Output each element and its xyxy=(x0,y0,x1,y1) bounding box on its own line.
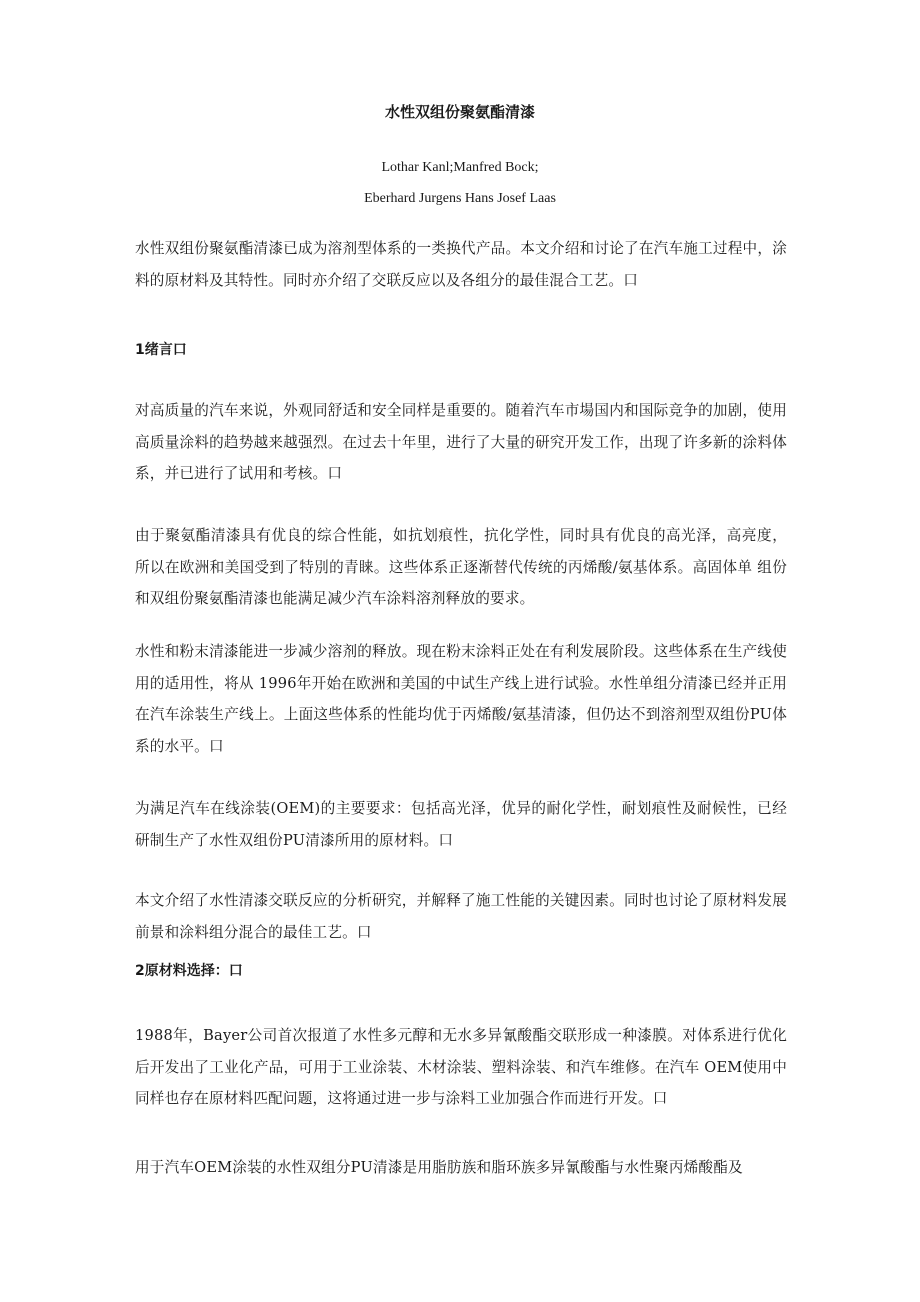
paragraph-1: 对高质量的汽车来说，外观同舒适和安全同样是重要的。随着汽车市場国内和国际竞争的加剧，使用高质量涂料的趋势越来越强烈。在过去十年里，进行了大量的研究开发工作，出现了许多新的涂料体系，并已进行了试用和考核。口 xyxy=(135,402,787,482)
paragraph-7: 用于汽车OEM涂装的水性双组分PU清漆是用脂肪族和脂环族多异氰酸酯与水性聚丙烯酸酯及 xyxy=(135,1159,743,1176)
authors-line-1: Lothar Kanl;Manfred Bock; xyxy=(381,160,539,175)
document-title: 水性双组份聚氨酯清漆 xyxy=(384,103,535,121)
section-1-heading: 1绪言口 xyxy=(135,342,187,358)
paragraph-3: 水性和粉末清漆能进一步减少溶剂的释放。现在粉末涂料正处在有利发展阶段。这些体系在生产线使用的适用性，将从 1996年开始在欧洲和美国的中试生产线上进行试验。水性单组分清漆已经并正用在汽车涂装生产线上。上面这些体系的性能均优于丙烯酸/氨基清漆，但仍达不到溶剂型双组份PU体系的水平。口 xyxy=(135,643,787,755)
section-2-heading: 2原材料选择：口 xyxy=(135,963,243,979)
authors-line-2: Eberhard Jurgens Hans Josef Laas xyxy=(364,191,556,206)
abstract-paragraph: 水性双组份聚氨酯清漆已成为溶剂型体系的一类换代产品。本文介绍和讨论了在汽车施工过程中，涂料的原材料及其特性。同时亦介绍了交联反应以及各组分的最佳混合工艺。口 xyxy=(135,240,787,289)
paragraph-2: 由于聚氨酯清漆具有优良的综合性能，如抗划痕性，抗化学性，同时具有优良的高光泽，高亮度， 所以在欧洲和美国受到了特別的青睐。这些体系正逐渐替代传统的丙烯酸/氨基体系。高固体单 组份和双组份聚氨酯清漆也能满足减少汽车涂料溶剂释放的要求。 xyxy=(135,527,787,607)
paragraph-5: 本文介绍了水性清漆交联反应的分析研究，并解释了施工性能的关键因素。同时也讨论了原材料发展前景和涂料组分混合的最佳工艺。口 xyxy=(135,892,787,941)
paragraph-4: 为满足汽车在线涂装(OEM)的主要要求：包括高光泽，优异的耐化学性，耐划痕性及耐候性，已经研制生产了水性双组份PU清漆所用的原材料。口 xyxy=(135,800,787,849)
paragraph-6: 1988年，Bayer公司首次报道了水性多元醇和无水多异氰酸酯交联形成一种漆膜。对体系进行优化后开发出了工业化产品，可用于工业涂装、木材涂装、塑料涂装、和汽车维修。在汽车 OEM使用中同样也存在原材料匹配问题，这将通过进一步与涂料工业加强合作而进行开发。口 xyxy=(135,1027,787,1107)
